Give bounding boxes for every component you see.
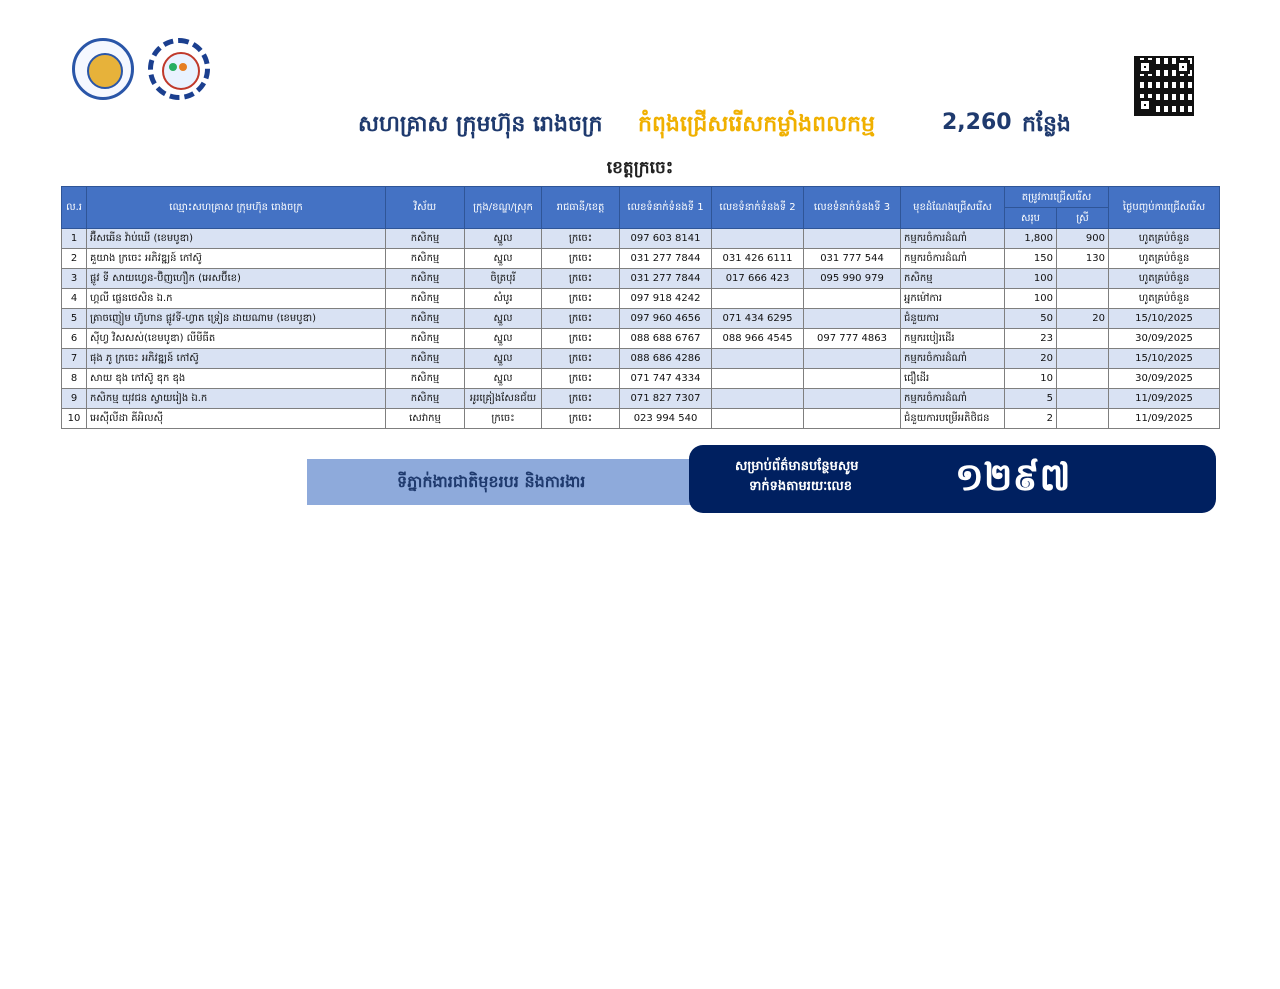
cell-company: អេស៊ីលីដា គីអិលស៊ី bbox=[87, 409, 386, 429]
cell-phone1: 031 277 7844 bbox=[620, 269, 712, 289]
table-row bbox=[62, 409, 1220, 429]
cell-phone2 bbox=[712, 289, 804, 309]
cell-province: ក្រចេះ bbox=[542, 349, 620, 369]
header-female: ស្រី bbox=[1057, 208, 1109, 229]
cell-sector: កសិកម្ម bbox=[386, 289, 465, 309]
cell-phone1: 031 277 7844 bbox=[620, 249, 712, 269]
cell-sector: កសិកម្ម bbox=[386, 329, 465, 349]
cell-no: 8 bbox=[62, 369, 87, 389]
cell-no: 3 bbox=[62, 269, 87, 289]
cell-district: ស្នួល bbox=[465, 349, 542, 369]
cell-no: 6 bbox=[62, 329, 87, 349]
table-row bbox=[62, 329, 1220, 349]
cell-district: អូរគ្រៀងសែនជ័យ bbox=[465, 389, 542, 409]
cell-phone2: 031 426 6111 bbox=[712, 249, 804, 269]
cell-female: 900 bbox=[1057, 229, 1109, 249]
cell-no: 10 bbox=[62, 409, 87, 429]
cell-total: 50 bbox=[1005, 309, 1057, 329]
cell-phone1: 088 688 6767 bbox=[620, 329, 712, 349]
cell-deadline: ហូតគ្រប់ចំនួន bbox=[1109, 289, 1220, 309]
cell-phone3 bbox=[804, 289, 901, 309]
cell-total: 2 bbox=[1005, 409, 1057, 429]
cell-female bbox=[1057, 289, 1109, 309]
cell-position: កម្មករចំការដំណាំ bbox=[901, 389, 1005, 409]
cell-total: 10 bbox=[1005, 369, 1057, 389]
header-phone2: លេខទំនាក់ទំនងទី 2 bbox=[712, 187, 804, 229]
cell-phone2 bbox=[712, 409, 804, 429]
cell-phone2: 088 966 4545 bbox=[712, 329, 804, 349]
cell-position: កម្មករចំការដំណាំ bbox=[901, 249, 1005, 269]
title-part1: សហគ្រាស ក្រុមហ៊ុន រោងចក្រ bbox=[358, 112, 603, 137]
cell-position: ជំនួយការ bbox=[901, 309, 1005, 329]
cell-deadline: 30/09/2025 bbox=[1109, 369, 1220, 389]
cell-sector: កសិកម្ម bbox=[386, 389, 465, 409]
cell-province: ក្រចេះ bbox=[542, 249, 620, 269]
cell-district: ស្នួល bbox=[465, 249, 542, 269]
cell-province: ក្រចេះ bbox=[542, 269, 620, 289]
cell-phone3: 031 777 544 bbox=[804, 249, 901, 269]
cell-female: 20 bbox=[1057, 309, 1109, 329]
contact-text-line2: ទាក់ទងតាមរយៈលេខ bbox=[749, 479, 852, 494]
cell-total: 100 bbox=[1005, 269, 1057, 289]
cell-position: កសិកម្ម bbox=[901, 269, 1005, 289]
cell-deadline: 30/09/2025 bbox=[1109, 329, 1220, 349]
cell-province: ក្រចេះ bbox=[542, 289, 620, 309]
cell-sector: កសិកម្ម bbox=[386, 309, 465, 329]
cell-sector: កសិកម្ម bbox=[386, 269, 465, 289]
table-row bbox=[62, 349, 1220, 369]
cell-total: 23 bbox=[1005, 329, 1057, 349]
cell-deadline: ហូតគ្រប់ចំនួន bbox=[1109, 269, 1220, 289]
cell-total: 20 bbox=[1005, 349, 1057, 369]
cell-deadline: 15/10/2025 bbox=[1109, 309, 1220, 329]
cell-district: ស្នួល bbox=[465, 309, 542, 329]
cell-district: សំបូរ bbox=[465, 289, 542, 309]
cell-sector: កសិកម្ម bbox=[386, 349, 465, 369]
cell-phone2 bbox=[712, 349, 804, 369]
cell-company: កសិកម្ម យុវជន ស្វាយរៀង ឯ.ក bbox=[87, 389, 386, 409]
province-heading: ខេត្តក្រចេះ bbox=[606, 158, 674, 178]
cell-female bbox=[1057, 389, 1109, 409]
cell-company: សាយ ឌុង កៅស៊ូ ឌុក ឌុង bbox=[87, 369, 386, 389]
hotline-number: ១២៩៧ bbox=[955, 455, 1071, 499]
cell-phone3: 095 990 979 bbox=[804, 269, 901, 289]
cell-position: ជំនួយការបម្រើអតិថិជន bbox=[901, 409, 1005, 429]
cell-phone3 bbox=[804, 369, 901, 389]
table-row bbox=[62, 229, 1220, 249]
cell-female bbox=[1057, 329, 1109, 349]
cell-deadline: 15/10/2025 bbox=[1109, 349, 1220, 369]
cell-phone3 bbox=[804, 229, 901, 249]
contact-text-line1: សម្រាប់ព័ត៌មានបន្ថែមសូម bbox=[735, 459, 859, 474]
header-phone1: លេខទំនាក់ទំនងទី 1 bbox=[620, 187, 712, 229]
cell-phone3 bbox=[804, 309, 901, 329]
cell-phone1: 097 960 4656 bbox=[620, 309, 712, 329]
cell-phone3 bbox=[804, 389, 901, 409]
cell-company: ផ្លូវ ទី សាយហ្វេន-ប៊ិញហឿក (អេសប៊ីខេ) bbox=[87, 269, 386, 289]
cell-phone2: 071 434 6295 bbox=[712, 309, 804, 329]
cell-company: អ៊ឺសឆើន វ៉ាប់ឃើ (ខេមបូឌា) bbox=[87, 229, 386, 249]
cell-no: 1 bbox=[62, 229, 87, 249]
cell-company: គួយាង ក្រចេះ អភិវឌ្ឍន៍ កៅស៊ូ bbox=[87, 249, 386, 269]
ministry-logo-icon bbox=[72, 38, 134, 100]
table-row bbox=[62, 369, 1220, 389]
cell-total: 100 bbox=[1005, 289, 1057, 309]
cell-female bbox=[1057, 409, 1109, 429]
cell-company: ស៊ីហ្វ វិសសស់(ខេមបូឌា) លីមីធីត bbox=[87, 329, 386, 349]
cell-phone1: 097 603 8141 bbox=[620, 229, 712, 249]
cell-position: ជឿដើរ bbox=[901, 369, 1005, 389]
header-position: មុខដំណែងជ្រើសរើស bbox=[901, 187, 1005, 229]
table-row bbox=[62, 309, 1220, 329]
cell-female bbox=[1057, 349, 1109, 369]
cell-deadline: ហូតគ្រប់ចំនួន bbox=[1109, 249, 1220, 269]
title-part2: កំពុងជ្រើសរើសកម្លាំងពលកម្ម bbox=[638, 112, 875, 137]
cell-district: ស្នួល bbox=[465, 229, 542, 249]
cell-province: ក្រចេះ bbox=[542, 409, 620, 429]
header-total: សរុប bbox=[1005, 208, 1057, 229]
agency-logo-icon bbox=[148, 38, 210, 100]
header-no: ល.រ bbox=[62, 187, 87, 229]
cell-total: 150 bbox=[1005, 249, 1057, 269]
header-demand: តម្រូវការជ្រើសរើស bbox=[1005, 187, 1109, 208]
cell-deadline: 11/09/2025 bbox=[1109, 409, 1220, 429]
table-row bbox=[62, 389, 1220, 409]
table-row bbox=[62, 249, 1220, 269]
cell-no: 7 bbox=[62, 349, 87, 369]
total-positions: 2,260 bbox=[942, 110, 1012, 135]
cell-province: ក្រចេះ bbox=[542, 389, 620, 409]
cell-female: 130 bbox=[1057, 249, 1109, 269]
cell-phone3: 097 777 4863 bbox=[804, 329, 901, 349]
cell-position: កម្មករចំការដំណាំ bbox=[901, 349, 1005, 369]
cell-company: ត្រាចញៀម ហ៊ូហាន ផ្លូវទី-ហ្វាត ទ្រៀន ដាយណាម (ខេមបូឌា) bbox=[87, 309, 386, 329]
cell-phone1: 088 686 4286 bbox=[620, 349, 712, 369]
header-deadline: ថ្ងៃបញ្ចប់ការជ្រើសរើស bbox=[1109, 187, 1220, 229]
cell-sector: កសិកម្ម bbox=[386, 229, 465, 249]
cell-district: ចិត្របុរី bbox=[465, 269, 542, 289]
job-table bbox=[61, 186, 1220, 429]
cell-no: 2 bbox=[62, 249, 87, 269]
cell-total: 1,800 bbox=[1005, 229, 1057, 249]
table-row bbox=[62, 269, 1220, 289]
cell-total: 5 bbox=[1005, 389, 1057, 409]
cell-district: ក្រចេះ bbox=[465, 409, 542, 429]
cell-no: 4 bbox=[62, 289, 87, 309]
cell-district: ស្នួល bbox=[465, 369, 542, 389]
cell-phone1: 097 918 4242 bbox=[620, 289, 712, 309]
cell-phone2: 017 666 423 bbox=[712, 269, 804, 289]
positions-unit: កន្លែង bbox=[1022, 112, 1071, 137]
cell-phone1: 071 747 4334 bbox=[620, 369, 712, 389]
cell-no: 9 bbox=[62, 389, 87, 409]
page-title bbox=[0, 110, 1280, 140]
cell-deadline: 11/09/2025 bbox=[1109, 389, 1220, 409]
cell-phone2 bbox=[712, 229, 804, 249]
cell-phone1: 071 827 7307 bbox=[620, 389, 712, 409]
cell-sector: សេវាកម្ម bbox=[386, 409, 465, 429]
hotline-banner bbox=[689, 445, 1216, 513]
cell-phone3 bbox=[804, 409, 901, 429]
table-row bbox=[62, 289, 1220, 309]
agency-banner bbox=[307, 459, 707, 505]
cell-province: ក្រចេះ bbox=[542, 309, 620, 329]
cell-female bbox=[1057, 369, 1109, 389]
agency-name: ទីភ្នាក់ងារជាតិមុខរបរ និងការងារ bbox=[397, 472, 586, 491]
cell-sector: កសិកម្ម bbox=[386, 369, 465, 389]
cell-position: អ្នកម៉ៅការ bbox=[901, 289, 1005, 309]
cell-company: ផុង ភូ ក្រចេះ អភិវឌ្ឍន៍ កៅស៊ូ bbox=[87, 349, 386, 369]
cell-female bbox=[1057, 269, 1109, 289]
cell-sector: កសិកម្ម bbox=[386, 249, 465, 269]
header-phone3: លេខទំនាក់ទំនងទី 3 bbox=[804, 187, 901, 229]
header-sector: វិស័យ bbox=[386, 187, 465, 229]
cell-company: ហ្គលី ផ្លេនថេសិន ឯ.ក bbox=[87, 289, 386, 309]
header-province: រាជធានី/ខេត្ត bbox=[542, 187, 620, 229]
cell-province: ក្រចេះ bbox=[542, 329, 620, 349]
header-district: ក្រុង/ខណ្ឌ/ស្រុក bbox=[465, 187, 542, 229]
qr-code-icon bbox=[1134, 56, 1194, 116]
cell-phone3 bbox=[804, 349, 901, 369]
cell-no: 5 bbox=[62, 309, 87, 329]
cell-province: ក្រចេះ bbox=[542, 229, 620, 249]
header-company: ឈ្មោះសហគ្រាស ក្រុមហ៊ុន រោងចក្រ bbox=[87, 187, 386, 229]
cell-position: កម្មករចំការដំណាំ bbox=[901, 229, 1005, 249]
cell-phone2 bbox=[712, 369, 804, 389]
cell-province: ក្រចេះ bbox=[542, 369, 620, 389]
cell-deadline: ហូតគ្រប់ចំនួន bbox=[1109, 229, 1220, 249]
cell-phone1: 023 994 540 bbox=[620, 409, 712, 429]
cell-position: កម្មករបៀរដើរ bbox=[901, 329, 1005, 349]
cell-district: ស្នួល bbox=[465, 329, 542, 349]
cell-phone2 bbox=[712, 389, 804, 409]
